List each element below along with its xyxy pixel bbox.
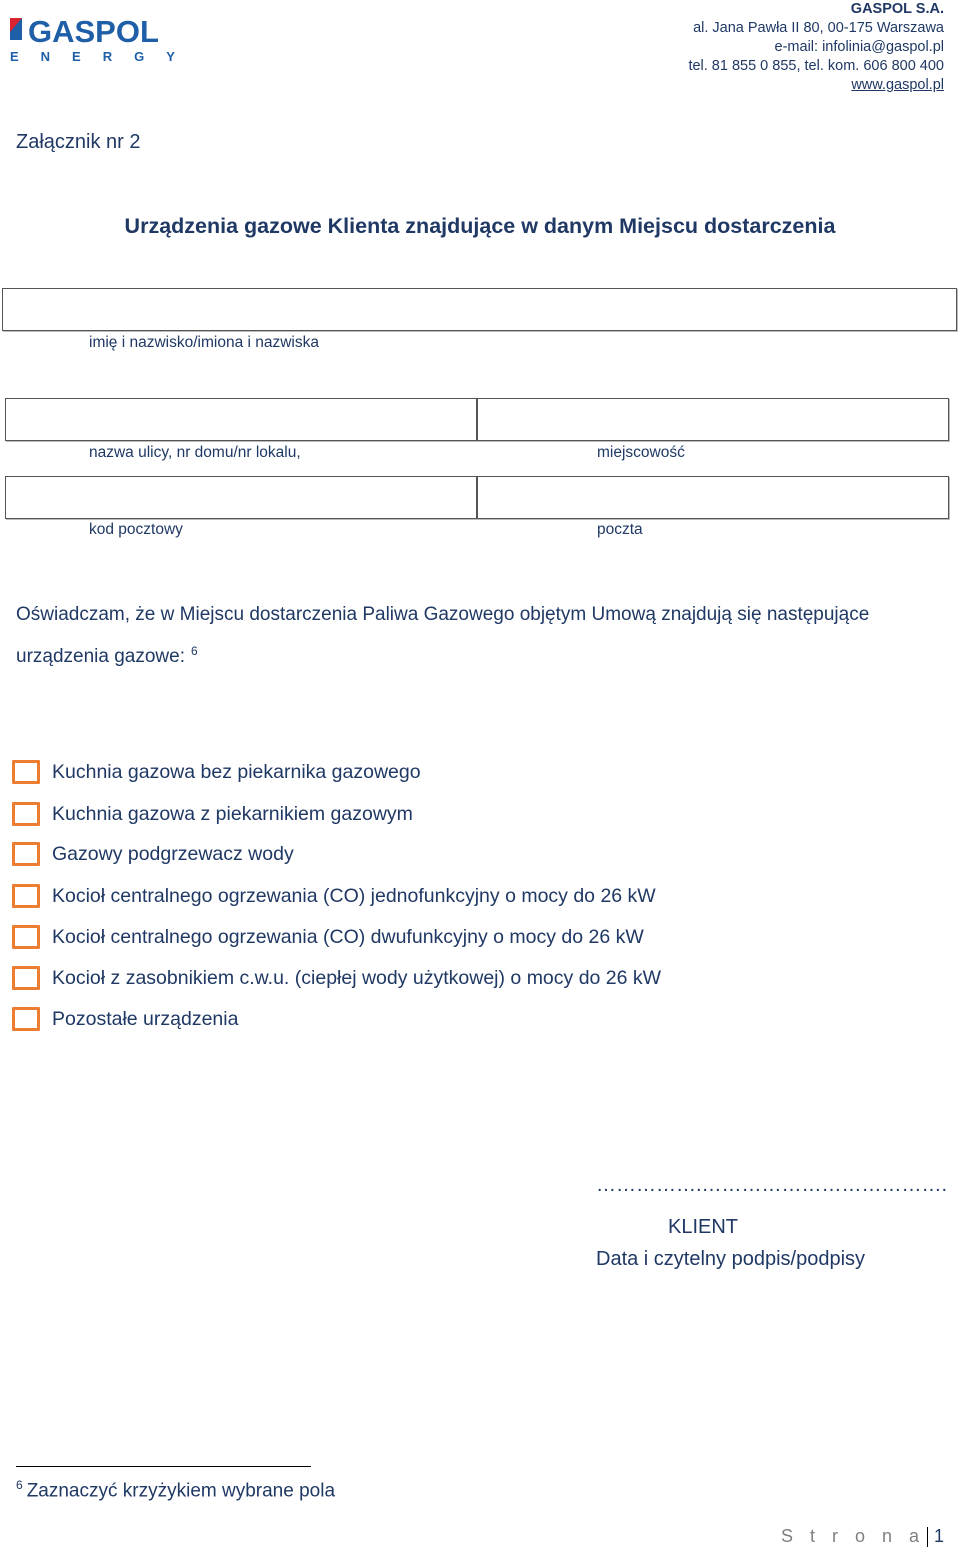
signature-caption: Data i czytelny podpis/podpisy (596, 1248, 866, 1270)
company-info (688, 0, 944, 95)
page-label: S t r o n a (780, 1526, 925, 1546)
signature-role: KLIENT (668, 1216, 739, 1238)
logo-main-text: GASPOL (28, 14, 159, 49)
checkbox-boiler-dual-function[interactable] (12, 925, 40, 949)
footnote-separator (16, 1466, 311, 1467)
page-divider (927, 1527, 928, 1547)
checkbox-gas-water-heater[interactable] (12, 842, 40, 866)
option-row[interactable] (12, 756, 421, 788)
statement-text: Oświadczam, że w Miejscu dostarczenia Paliwa Gazowego objętym Umową znajdują się następujące urządzenia gazowe: (16, 604, 870, 667)
footnote-text: Zaznaczyć krzyżykiem wybrane pola (26, 1480, 336, 1502)
option-label: Kuchnia gazowa bez piekarnika gazowego (52, 760, 421, 783)
post-office-field[interactable] (477, 476, 949, 519)
option-row[interactable] (12, 838, 294, 870)
postal-code-field[interactable] (5, 476, 477, 519)
logo-sub-text: ENERGY (10, 49, 197, 64)
option-label: Gazowy podgrzewacz wody (52, 842, 294, 865)
street-field[interactable] (5, 398, 477, 441)
option-row[interactable] (12, 798, 413, 830)
post-office-field-label: poczta (597, 521, 643, 538)
option-label: Kuchnia gazowa z piekarnikiem gazowym (52, 802, 413, 825)
company-name: GASPOL S.A. (850, 1, 944, 17)
company-address: al. Jana Pawła II 80, 00-175 Warszawa (693, 20, 944, 36)
street-field-label: nazwa ulicy, nr domu/nr lokalu, (89, 444, 301, 461)
checkbox-gas-cooker-no-oven[interactable] (12, 760, 40, 784)
page-footer (781, 1526, 944, 1547)
company-website-link[interactable]: www.gaspol.pl (851, 77, 944, 93)
footnote-number: 6 (16, 1478, 23, 1492)
company-email: e-mail: infolinia@gaspol.pl (774, 39, 944, 55)
option-label: Kocioł centralnego ogrzewania (CO) dwufunkcyjny o mocy do 26 kW (52, 925, 644, 948)
option-label: Kocioł z zasobnikiem c.w.u. (ciepłej wody użytkowej) o mocy do 26 kW (52, 966, 662, 989)
postal-code-field-label: kod pocztowy (89, 521, 183, 538)
statement-paragraph (16, 594, 946, 678)
checkbox-boiler-single-function[interactable] (12, 884, 40, 908)
footnote (16, 1478, 335, 1502)
city-field-label: miejscowość (597, 444, 685, 461)
document-title: Urządzenia gazowe Klienta znajdujące w danym Miejscu dostarczenia (124, 214, 836, 238)
name-field-label: imię i nazwisko/imiona i nazwiska (89, 334, 319, 351)
company-phone: tel. 81 855 0 855, tel. kom. 606 800 400 (688, 58, 944, 74)
city-field[interactable] (477, 398, 949, 441)
name-field[interactable] (2, 288, 957, 331)
option-label: Pozostałe urządzenia (52, 1007, 239, 1030)
checkbox-gas-cooker-with-oven[interactable] (12, 802, 40, 826)
option-row[interactable] (12, 962, 662, 994)
option-row[interactable] (12, 1003, 239, 1035)
statement-footnote-ref: 6 (191, 644, 198, 658)
checkbox-boiler-with-tank[interactable] (12, 966, 40, 990)
option-row[interactable] (12, 921, 644, 953)
option-row[interactable] (12, 880, 656, 912)
gaspol-energy-logo (8, 12, 238, 64)
page-number: 1 (933, 1526, 944, 1546)
annex-number: Załącznik nr 2 (16, 131, 141, 153)
checkbox-other-devices[interactable] (12, 1007, 40, 1031)
logo-graphic (8, 12, 238, 64)
option-label: Kocioł centralnego ogrzewania (CO) jednofunkcyjny o mocy do 26 kW (52, 884, 656, 907)
signature-dotted-line: …………….………………………………. (596, 1174, 948, 1196)
